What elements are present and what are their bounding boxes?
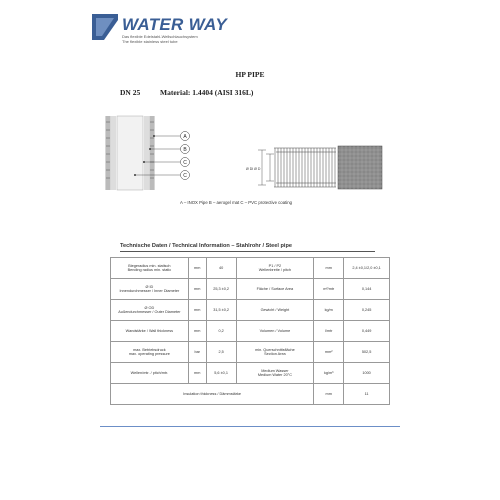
table-row [111,321,390,342]
spec-label: min. Querschnittsfläche [255,347,295,352]
spec-label: P1 / P2 [268,263,282,268]
spec-value: 0,144 [344,279,390,300]
spec-label-en: Section Area [264,352,286,356]
spec-unit: m²/mtr [314,279,344,300]
table-row [111,342,390,363]
spec-label: Medium Wasser [261,368,289,373]
spec-label-en: Wellenbreite / pitch [258,268,292,272]
tagline-de: Das flexible Edelstahl-Wellschlauchsystem [122,34,198,39]
spec-label-en: max. operating pressure [128,352,170,356]
spec-value: 40 [206,258,236,279]
spec-unit: mm [188,321,206,342]
material-label: Material: 1.4404 (AISI 316L) [160,88,254,97]
spec-value: 0,2 [206,321,236,342]
spec-value: 5,6 ±0,1 [206,363,236,384]
spec-unit: mm [188,279,206,300]
dimension-label: Ø DI Ø D [246,167,261,171]
spec-value: 2,5 [206,342,236,363]
marker-a: A [183,134,187,140]
spec-value: 0,245 [344,300,390,321]
spec-label-en: Innendurchmesser / Inner Diameter [119,289,180,293]
section-divider [120,251,375,252]
spec-label-en: Bending radius min. static [127,268,172,272]
table-row [111,363,390,384]
spec-label: Ø ID [145,284,154,289]
spec-unit: mm [188,300,206,321]
spec-unit: kg/m³ [314,363,344,384]
spec-label: max. Betriebsdruck [133,347,166,352]
dn-label: DN 25 [120,88,141,97]
table-row [111,384,390,405]
spec-label: Gewicht / Weight [260,307,290,312]
spec-value: 0,449 [344,321,390,342]
brand-name: WATER WAY [122,15,228,34]
spec-unit: l/mtr [314,321,344,342]
page-title: HP PIPE [235,70,265,79]
pipe-side-view-diagram [240,140,390,195]
spec-value: 31,5 ±0,2 [206,300,236,321]
spec-value: 11 [344,384,390,405]
spec-label: Volumen / Volume [259,328,291,333]
pipe-section-diagram [100,112,200,192]
footer-divider [100,426,400,427]
spec-unit: mm [314,258,344,279]
tagline-en: The flexible stainless steel tube [122,39,178,44]
spec-unit: mm [188,363,206,384]
marker-c2: C [183,173,187,179]
spec-label: Wandstärke / Wall thickness [125,328,174,333]
marker-c: C [183,160,187,166]
spec-value: 1000 [344,363,390,384]
diagram-caption: A – INOX Pipe B – aerogel mat C – PVC protective coating [180,200,293,205]
spec-label: Ø OD [144,305,155,310]
spec-value: 502,5 [344,342,390,363]
waterway-logo-icon [92,14,118,40]
spec-unit: kg/m [314,300,344,321]
spec-label-en: Außendurchmesser / Outer Diameter [118,310,181,314]
spec-label: Insulation thickness / Dämmstärke [111,384,314,405]
spec-unit: mm² [314,342,344,363]
spec-unit: bar [188,342,206,363]
spec-label: Biegeradius min. statisch [128,263,171,268]
spec-label: Fläche / Surface Area [256,286,294,291]
marker-b: B [183,147,187,153]
spec-label-en: Medium Water 20°C [257,373,292,377]
spec-table [110,257,390,405]
spec-unit: mm [188,258,206,279]
spec-value: 2,4 ±0,1/2,0 ±0,1 [344,258,390,279]
table-row [111,258,390,279]
spec-unit: mm [314,384,344,405]
section-title: Technische Daten / Technical Information – Stahlrohr / Steel pipe [120,243,292,249]
table-row [111,300,390,321]
spec-label: Wellen/mtr. / pitch/mtr. [130,370,169,375]
table-row [111,279,390,300]
spec-value: 25,3 ±0,2 [206,279,236,300]
